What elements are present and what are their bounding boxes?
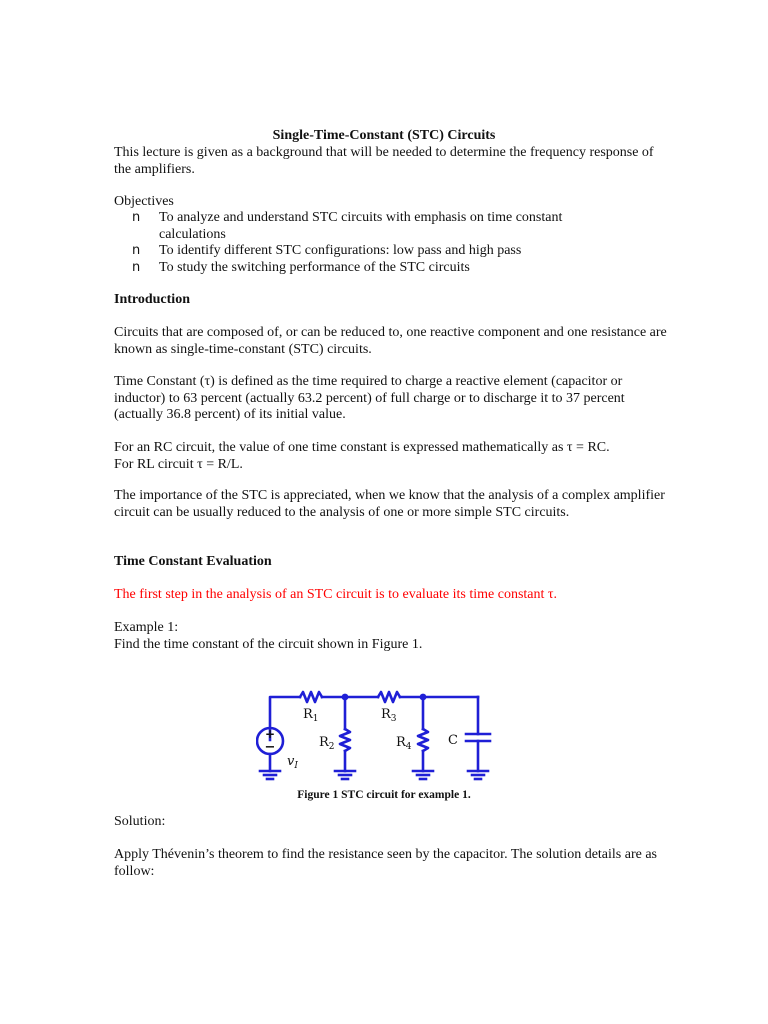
source-label: $v_I$ xyxy=(287,754,298,771)
plus-sign: + xyxy=(264,727,276,741)
introduction-paragraph-2: Time Constant (τ) is defined as the time required to charge a reactive element (capacitor or inductor) to 63 percent (actually 63.2 percent) of full charge or to discharge it to 37 percent (actually 36.8 percent) of its initial value. xyxy=(114,374,625,422)
objectives-list xyxy=(132,210,612,276)
ground-icon xyxy=(260,771,280,779)
r3-resistor xyxy=(378,692,400,702)
objective-item xyxy=(132,243,612,260)
circuit-diagram xyxy=(256,685,496,785)
introduction-paragraph-3 xyxy=(114,440,674,473)
intro-paragraph: This lecture is given as a background that will be needed to determine the frequency response of the amplifiers. xyxy=(114,145,654,177)
r4-resistor xyxy=(418,729,428,751)
objective-text: To analyze and understand STC circuits with emphasis on time constant calculations xyxy=(159,210,563,242)
r4-label: $R_4$ xyxy=(396,735,412,752)
r1-resistor xyxy=(300,692,322,702)
minus-sign: − xyxy=(264,740,276,755)
solution-label: Solution: xyxy=(114,814,166,829)
objectives-heading: Objectives xyxy=(114,194,174,209)
figure-caption: Figure 1 STC circuit for example 1. xyxy=(297,789,471,801)
junction-dot xyxy=(342,694,349,701)
objective-text: To identify different STC configurations: low pass and high pass xyxy=(159,243,522,258)
solution-paragraph: Apply Thévenin’s theorem to find the resistance seen by the capacitor. The solution details are as follow: xyxy=(114,847,657,879)
introduction-heading: Introduction xyxy=(114,292,190,307)
r2-resistor xyxy=(340,729,350,751)
evaluation-heading: Time Constant Evaluation xyxy=(114,554,272,569)
page-title: Single-Time-Constant (STC) Circuits xyxy=(272,128,496,143)
ground-icon xyxy=(468,771,488,779)
introduction-paragraph-1: Circuits that are composed of, or can be reduced to, one reactive component and one resistance are known as single-time-constant (STC) circuits. xyxy=(114,325,667,357)
bullet-icon: n xyxy=(132,243,141,258)
objective-text: To study the switching performance of the STC circuits xyxy=(159,259,470,275)
junction-dot xyxy=(420,694,427,701)
introduction-paragraph-4: The importance of the STC is appreciated, when we know that the analysis of a complex amplifier circuit can be usually reduced to the analysis of one or more simple STC circuits. xyxy=(114,488,665,520)
rl-formula-text: For RL circuit τ = R/L. xyxy=(114,456,243,472)
r1-label: $R_1$ xyxy=(303,707,319,724)
example-text: Find the time constant of the circuit shown in Figure 1. xyxy=(114,637,423,652)
r2-label: $R_2$ xyxy=(319,735,335,752)
bullet-icon: n xyxy=(132,259,141,275)
example-label: Example 1: xyxy=(114,620,179,635)
ground-icon xyxy=(413,771,433,779)
rc-formula-text: For an RC circuit, the value of one time constant is expressed mathematically as τ = RC. xyxy=(114,440,610,455)
objective-item xyxy=(132,260,612,277)
r3-label: $R_3$ xyxy=(381,707,397,724)
highlight-statement: The first step in the analysis of an STC circuit is to evaluate its time constant τ. xyxy=(114,587,558,602)
objective-item xyxy=(132,210,612,243)
bullet-icon: n xyxy=(132,210,141,225)
c-label: C xyxy=(448,733,458,748)
ground-icon xyxy=(335,771,355,779)
